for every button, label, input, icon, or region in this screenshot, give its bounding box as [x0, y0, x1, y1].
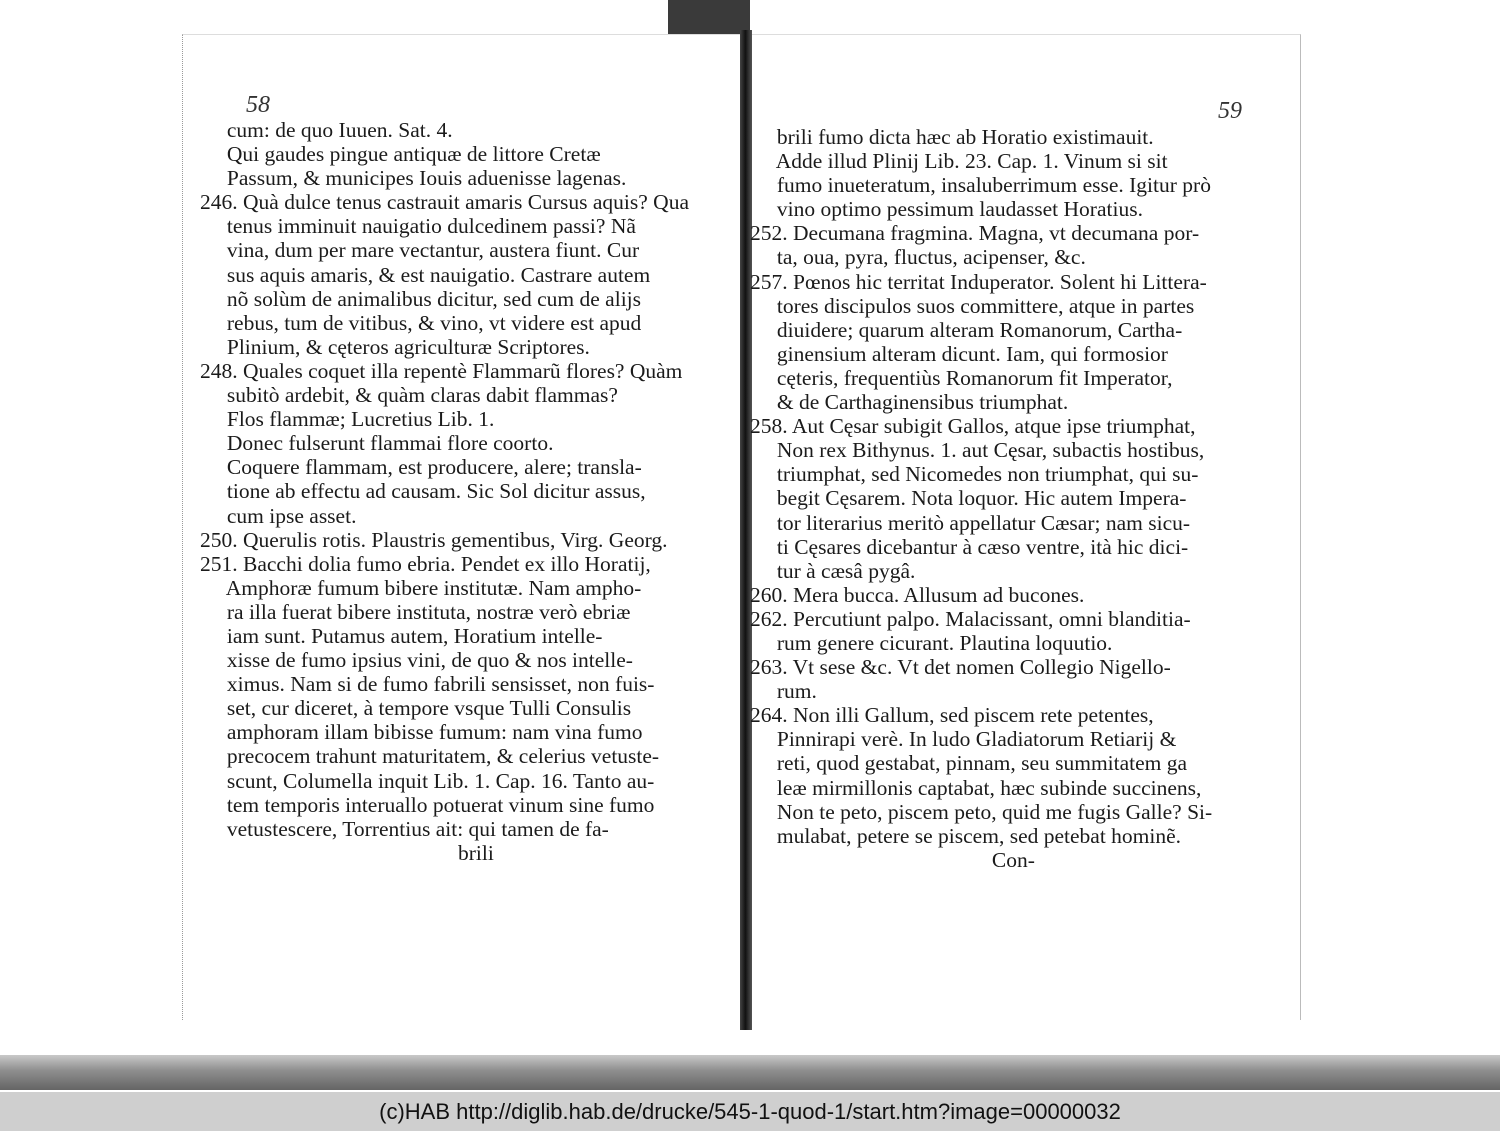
text-line: Pinnirapi verè. In ludo Gladiatorum Retiarij &: [750, 727, 1177, 752]
right-page-text: [750, 125, 1212, 872]
text-line: tione ab effectu ad causam. Sic Sol dicitur assus,: [200, 479, 646, 504]
text-line: rebus, tum de vitibus, & vino, vt videre est apud: [200, 310, 642, 335]
text-line: Flos flammæ; Lucretius Lib. 1.: [200, 407, 495, 432]
left-page-text: [200, 118, 689, 865]
text-line: cum: de quo Iuuen. Sat. 4.: [200, 118, 453, 142]
text-line: & de Carthaginensibus triumphat.: [750, 390, 1069, 415]
text-line: cęteris, frequentiùs Romanorum fit Imperator,: [750, 365, 1173, 390]
spine-shadow-top: [668, 0, 750, 38]
text-line: cum ipse asset.: [200, 503, 357, 528]
text-line: sus aquis amaris, & est nauigatio. Castrare autem: [200, 262, 651, 287]
text-line: nõ solùm de animalibus dicitur, sed cum de alijs: [200, 286, 642, 311]
text-line: iam sunt. Putamus autem, Horatium intelle-: [200, 623, 603, 648]
text-line: 257. Pœnos hic territat Induperator. Solent hi Littera-: [750, 269, 1207, 294]
text-line: diuidere; quarum alteram Romanorum, Cartha-: [750, 317, 1183, 342]
text-line: tores discipulos suos committere, atque in partes: [750, 293, 1195, 318]
text-line: ximus. Nam si de fumo fabrili sensisset, non fuis-: [200, 672, 655, 697]
scan-edge-band: [0, 1055, 1500, 1090]
text-line: Non te peto, piscem peto, quid me fugis Galle? Si-: [750, 799, 1213, 824]
text-line: Plinium, & cęteros agriculturæ Scriptores.: [200, 334, 590, 359]
text-line: vina, dum per mare vectantur, austera fiunt. Cur: [200, 238, 640, 263]
left-page-number: 58: [246, 92, 270, 118]
text-line: ginensium alteram dicunt. Iam, qui formosior: [750, 341, 1168, 366]
text-line: vino optimo pessimum laudasset Horatius.: [750, 197, 1143, 222]
text-line: Passum, & municipes Iouis aduenisse lagenas.: [200, 166, 627, 191]
text-line: begit Cęsarem. Nota loquor. Hic autem Impera-: [750, 486, 1187, 511]
text-line: 258. Aut Cęsar subigit Gallos, atque ipse triumphat,: [750, 414, 1196, 439]
text-line: Amphoræ fumum bibere institutæ. Nam ampho-: [200, 575, 642, 600]
copyright-footer: (c)HAB http://diglib.hab.de/drucke/545-1-quod-1/start.htm?image=00000032: [0, 1092, 1500, 1131]
text-line: 252. Decumana fragmina. Magna, vt decumana por-: [750, 221, 1200, 246]
text-line: Coquere flammam, est producere, alere; transla-: [200, 455, 642, 480]
text-line: tur à cæsâ pygâ.: [750, 558, 916, 583]
text-line: subitò ardebit, & quàm claras dabit flammas?: [200, 383, 618, 408]
text-line: tor literarius meritò appellatur Cæsar; nam sicu-: [750, 510, 1191, 535]
text-line: scunt, Columella inquit Lib. 1. Cap. 16. Tanto au-: [200, 768, 655, 793]
text-line: Con-: [750, 847, 1035, 872]
text-line: brili fumo dicta hæc ab Horatio existimauit.: [750, 125, 1154, 149]
text-line: ta, oua, pyra, fluctus, acipenser, &c.: [750, 245, 1086, 270]
text-line: ra illa fuerat bibere instituta, nostræ verò ebriæ: [200, 599, 631, 624]
text-line: 248. Quales coquet illa repentè Flammarũ flores? Quàm: [200, 358, 683, 383]
text-line: 250. Querulis rotis. Plaustris gementibus, Virg. Georg.: [200, 527, 668, 552]
text-line: triumphat, sed Nicomedes non triumphat, qui su-: [750, 462, 1199, 487]
text-line: xisse de fumo ipsius vini, de quo & nos intelle-: [200, 648, 633, 673]
text-line: Qui gaudes pingue antiquæ de littore Cretæ: [200, 142, 601, 167]
text-line: 260. Mera bucca. Allusum ad bucones.: [750, 582, 1085, 607]
text-line: leæ mirmillonis captabat, hæc subinde succinens,: [750, 775, 1202, 800]
text-line: amphoram illam bibisse fumum: nam vina fumo: [200, 720, 643, 745]
text-line: precocem trahunt maturitatem, & celerius vetuste-: [200, 744, 660, 769]
text-line: ti Cęsares dicebantur à cæso ventre, ità hic dici-: [750, 534, 1189, 559]
text-line: Donec fulserunt flammai flore coorto.: [200, 431, 554, 456]
right-page-number: 59: [1218, 98, 1242, 124]
text-line: vetustescere, Torrentius ait: qui tamen de fa-: [200, 816, 609, 841]
text-line: 262. Percutiunt palpo. Malacissant, omni blanditia-: [750, 606, 1191, 631]
text-line: tem temporis interuallo potuerat vinum sine fumo: [200, 792, 655, 817]
text-line: Non rex Bithynus. 1. aut Cęsar, subactis hostibus,: [750, 438, 1205, 463]
text-line: fumo inueteratum, insaluberrimum esse. Igitur prò: [750, 173, 1211, 198]
text-line: rum.: [750, 679, 817, 704]
text-line: mulabat, petere se piscem, sed petebat hominẽ.: [750, 823, 1182, 848]
text-line: rum genere cicurant. Plautina loquutio.: [750, 630, 1113, 655]
text-line: reti, quod gestabat, pinnam, seu summitatem ga: [750, 751, 1188, 776]
text-line: brili: [200, 840, 494, 865]
text-line: Adde illud Plinij Lib. 23. Cap. 1. Vinum si sit: [750, 149, 1168, 174]
text-line: 246. Quà dulce tenus castrauit amaris Cursus aquis? Qua: [200, 190, 689, 215]
text-line: set, cur diceret, à tempore vsque Tulli Consulis: [200, 696, 632, 721]
text-line: 263. Vt sese &c. Vt det nomen Collegio Nigello-: [750, 655, 1171, 680]
text-line: 264. Non illi Gallum, sed piscem rete petentes,: [750, 703, 1154, 728]
text-line: 251. Bacchi dolia fumo ebria. Pendet ex illo Horatij,: [200, 551, 651, 576]
text-line: tenus imminuit nauigatio dulcedinem passi? Nã: [200, 214, 636, 239]
